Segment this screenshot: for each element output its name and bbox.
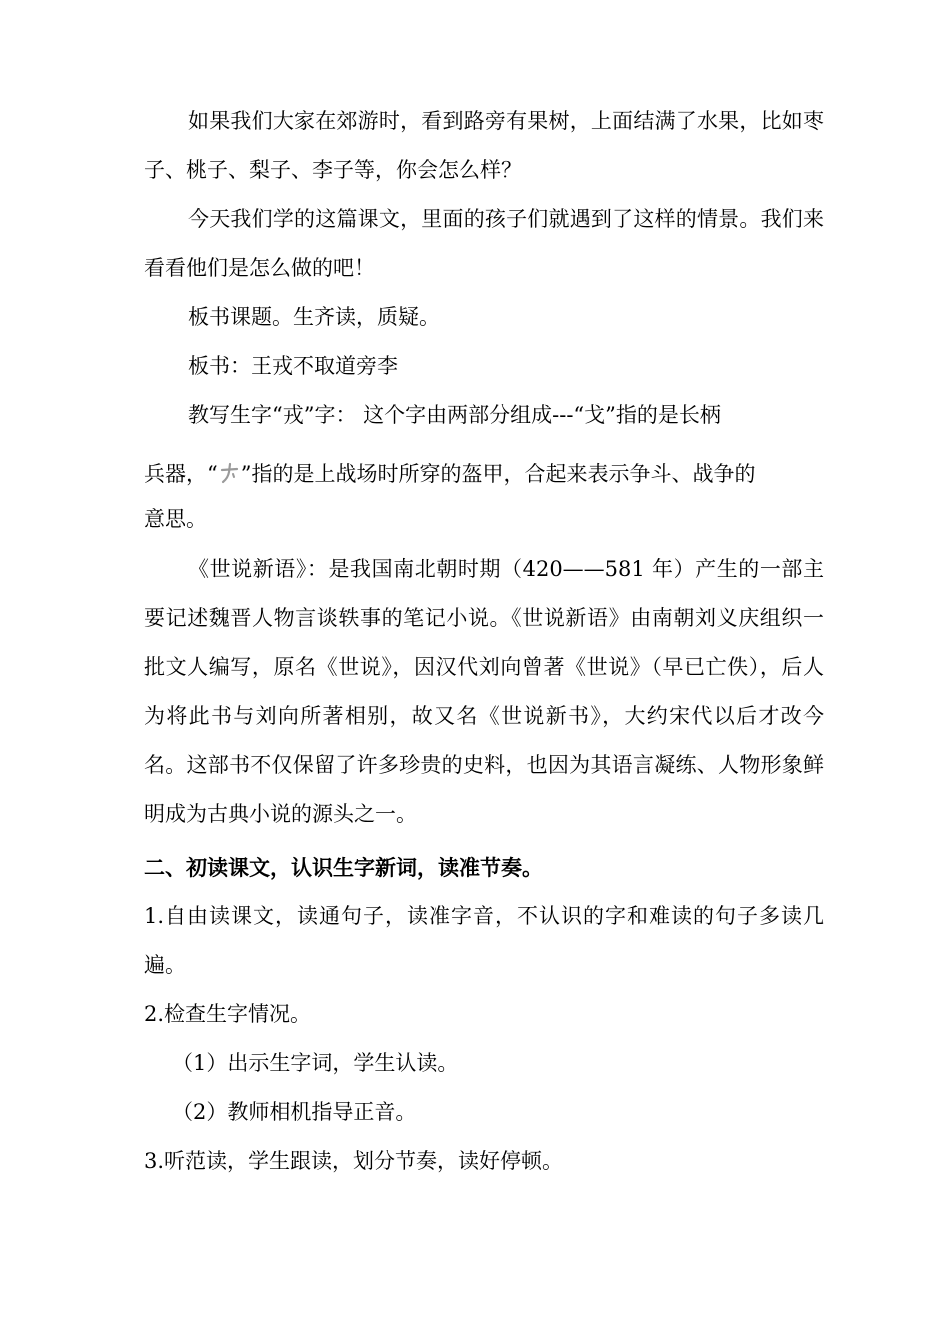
paragraph-board-title: 板书课题。生齐读，质疑。 xyxy=(188,305,440,329)
step-2-check-characters: 2.检查生字情况。 xyxy=(144,1002,312,1026)
paragraph-lesson-intro: 今天我们学的这篇课文，里面的孩子们就遇到了这样的情景。我们来看看他们是怎么做的吧！ xyxy=(144,207,824,280)
step-1-free-reading: 1.自由读课文，读通句子，读准字音，不认识的字和难读的句子多读几遍。 xyxy=(144,904,824,977)
paragraph-character-line2 xyxy=(144,450,824,499)
character-line2-prefix: 兵器，“ xyxy=(144,462,218,486)
section-heading-first-reading: 二、初读课文，认识生字新词，读准节奏。 xyxy=(144,855,543,880)
paragraph-intro-question: 如果我们大家在郊游时，看到路旁有果树，上面结满了水果，比如枣子、桃子、梨子、李子等，你会怎么样？ xyxy=(144,109,824,182)
paragraph-board-text: 板书：王戎不取道旁李 xyxy=(188,354,398,378)
paragraph-character-line3: 意思。 xyxy=(144,507,207,531)
paragraph-shishuo-xinyu: 《世说新语》：是我国南北朝时期（420——581 年）产生的一部主要记述魏晋人物言谈轶事的笔记小说。《世说新语》由南朝刘义庆组织一批文人编写，原名《世说》，因汉代刘向曾著《世说》（早已亡佚），后人为将此书与刘向所著相别，故又名《世说新书》，大约宋代以后才改今名。这部书不仅保留了许多珍贵的史料，也因为其语言凝练、人物形象鲜明成为古典小说的源头之一。 xyxy=(144,557,824,826)
step-2-sub-1: （1）出示生字词，学生认读。 xyxy=(172,1051,459,1075)
character-line2-suffix: ”指的是上战场时所穿的盔甲，合起来表示争斗、战争的 xyxy=(240,462,756,486)
step-3-model-reading: 3.听范读，学生跟读，划分节奏，读好停顿。 xyxy=(144,1149,564,1173)
radical-glyph-image xyxy=(219,461,240,485)
step-2-sub-2: （2）教师相机指导正音。 xyxy=(172,1100,417,1124)
paragraph-character-line1: 教写生字“戎”字： 这个字由两部分组成---“戈”指的是长柄 xyxy=(188,403,721,427)
